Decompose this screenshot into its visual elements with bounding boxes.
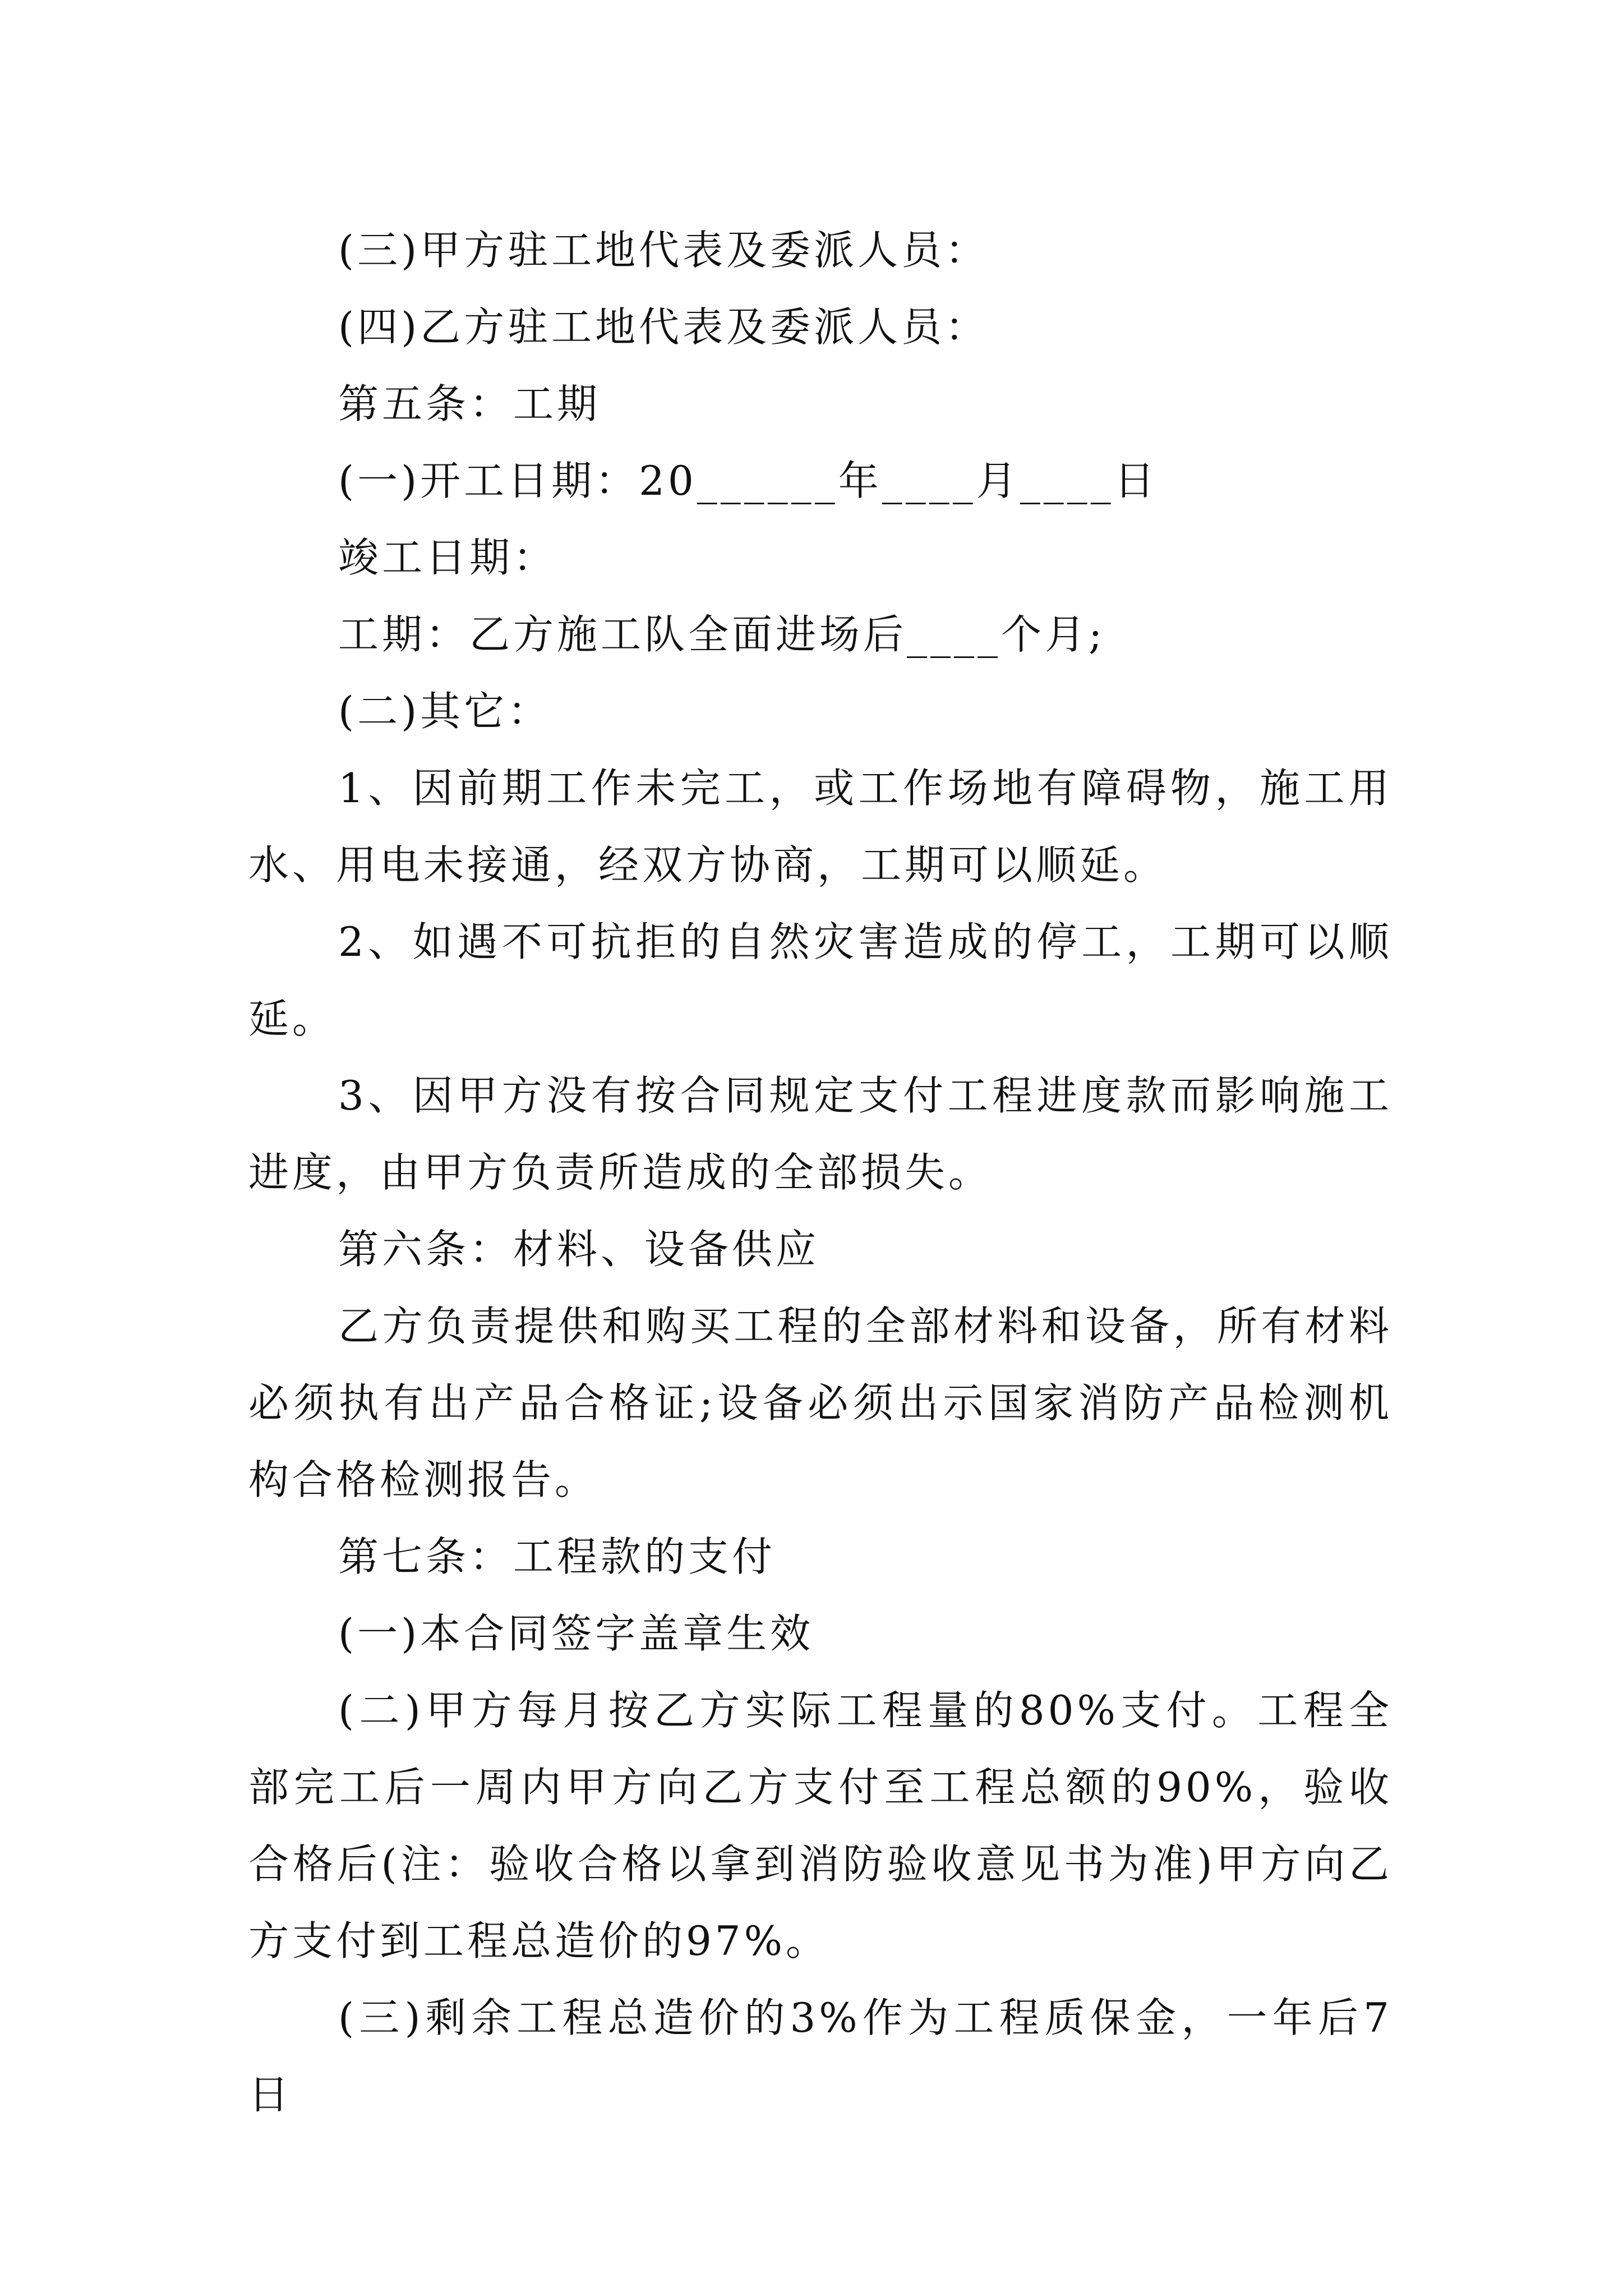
paragraph: (二)其它：	[338, 688, 552, 735]
paragraph: (三)剩余工程总造价的3%作为工程质保金，一年后7日	[248, 1994, 1393, 2118]
paragraph: 1、因前期工作未完工，或工作场地有障碍物，施工用水、用电未接通，经双方协商，工期可以顺延。	[248, 765, 1393, 889]
paragraph: (一)本合同签字盖章生效	[338, 1610, 814, 1657]
paragraph: 乙方负责提供和购买工程的全部材料和设备，所有材料必须执有出产品合格证;设备必须出示国家消防产品检测机构合格检测报告。	[248, 1303, 1393, 1503]
paragraph: (二)甲方每月按乙方实际工程量的80%支付。工程全部完工后一周内甲方向乙方支付至工程总额的90%，验收合格后(注：验收合格以拿到消防验收意见书为准)甲方向乙方支付到工程总造价的97%。	[248, 1687, 1393, 1964]
paragraph: (一)开工日期：20______年____月____日	[338, 457, 1158, 504]
paragraph: 工期：乙方施工队全面进场后____个月;	[338, 611, 1106, 658]
paragraph: 2、如遇不可抗拒的自然灾害造成的停工，工期可以顺延。	[248, 918, 1393, 1042]
paragraph: 3、因甲方没有按合同规定支付工程进度款而影响施工进度，由甲方负责所造成的全部损失。	[248, 1072, 1393, 1196]
section-heading: 第七条：工程款的支付	[338, 1533, 776, 1580]
paragraph: 竣工日期：	[338, 534, 557, 581]
paragraph: (三)甲方驻工地代表及委派人员：	[338, 227, 989, 274]
section-heading: 第五条：工期	[338, 380, 601, 427]
section-heading: 第六条：材料、设备供应	[338, 1226, 820, 1273]
document-body	[248, 212, 1393, 2133]
paragraph: (四)乙方驻工地代表及委派人员：	[338, 303, 989, 351]
